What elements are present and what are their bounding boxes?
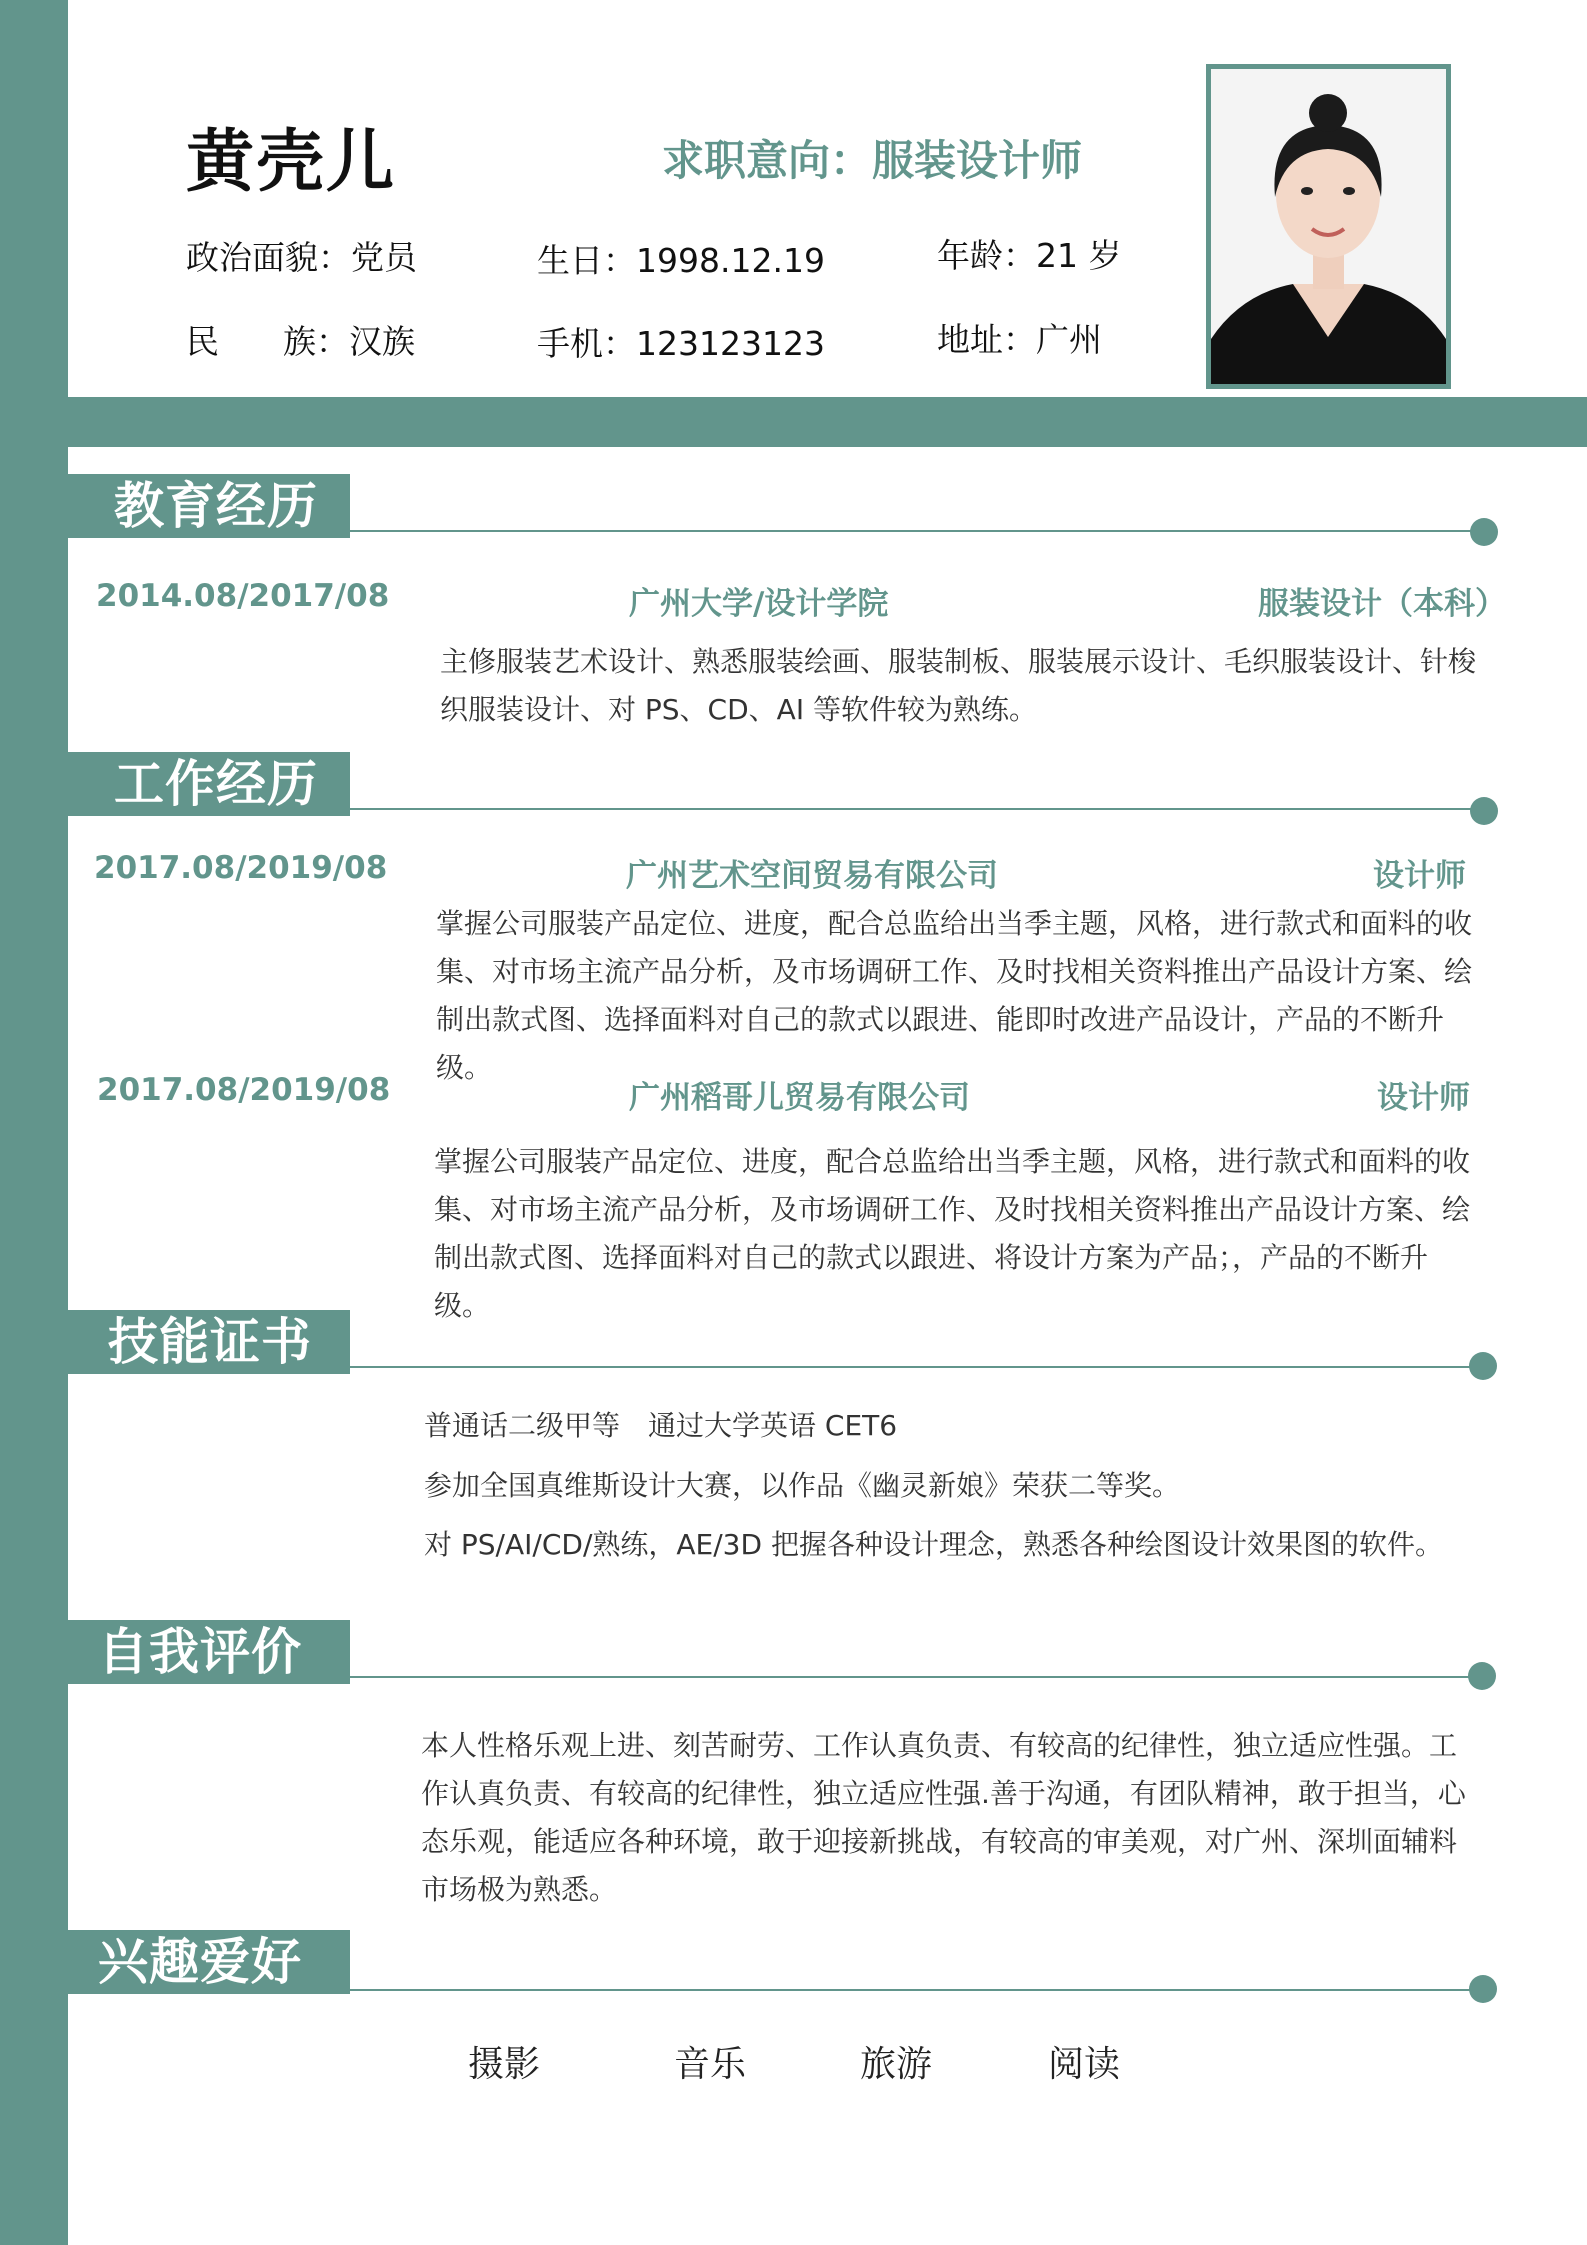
address-field: 地址：广州 (937, 320, 1102, 359)
section-skills-title: 技能证书 (68, 1310, 350, 1374)
work-2-description: 掌握公司服装产品定位、进度，配合总监给出当季主题，风格，进行款式和面料的收集、对市场主流产品分析，及市场调研工作、及时找相关资料推出产品设计方案、绘制出款式图、选择面料对自己的款式以跟进、将设计方案为产品；，产品的不断升级。 (434, 1145, 1471, 1322)
self-dot (1468, 1662, 1496, 1690)
section-self-title: 自我评价 (68, 1620, 350, 1684)
work-1-role: 设计师 (1373, 858, 1466, 894)
work-2-role: 设计师 (1377, 1080, 1470, 1116)
section-work-title: 工作经历 (68, 752, 350, 816)
candidate-name: 黄壳儿 (186, 123, 397, 202)
work-divider (350, 808, 1482, 810)
hobby-travel: 旅游 (860, 2044, 933, 2085)
education-description: 主修服装艺术设计、熟悉服装绘画、服装制板、服装展示设计、毛织服装设计、针梭织服装设计、对 PS、CD、AI 等软件较为熟练。 (440, 645, 1477, 726)
hobby-reading: 阅读 (1048, 2044, 1121, 2085)
phone-field: 手机：123123123 (537, 324, 825, 363)
education-school: 广州大学/设计学院 (629, 586, 889, 622)
hobbies-divider (350, 1989, 1482, 1991)
portrait-image (1211, 69, 1446, 384)
education-date: 2014.08/2017/08 (96, 578, 390, 614)
ethnic-field (186, 316, 415, 363)
left-accent-bar (0, 0, 68, 2245)
header-divider-band (68, 397, 1587, 447)
ethnic-label-a: 民 (186, 322, 219, 361)
section-education-title: 教育经历 (68, 474, 350, 538)
work-2-date: 2017.08/2019/08 (97, 1072, 391, 1108)
skill-item: 对 PS/AI/CD/熟练，AE/3D 把握各种设计理念，熟悉各种绘图设计效果图的软件。 (424, 1528, 1443, 1561)
work-1-date: 2017.08/2019/08 (94, 850, 388, 886)
self-divider (350, 1676, 1482, 1678)
politics-field: 政治面貌：党员 (186, 238, 417, 277)
job-intent: 求职意向：服装设计师 (662, 136, 1083, 185)
work-2-company: 广州稻哥儿贸易有限公司 (629, 1080, 970, 1116)
birthday-field: 生日：1998.12.19 (537, 241, 825, 280)
education-divider (350, 530, 1482, 532)
hobbies-dot (1469, 1975, 1497, 2003)
education-dot (1470, 518, 1498, 546)
section-hobbies-title: 兴趣爱好 (68, 1930, 350, 1994)
work-dot (1470, 797, 1498, 825)
age-field: 年龄：21 岁 (937, 236, 1122, 275)
skill-item: 普通话二级甲等 通过大学英语 CET6 (424, 1409, 898, 1442)
profile-photo (1206, 64, 1451, 389)
work-1-company: 广州艺术空间贸易有限公司 (626, 858, 998, 894)
hobby-photography: 摄影 (468, 2044, 541, 2085)
self-evaluation-text: 本人性格乐观上进、刻苦耐劳、工作认真负责、有较高的纪律性，独立适应性强。工作认真负责、有较高的纪律性，独立适应性强.善于沟通，有团队精神，敢于担当，心态乐观，能适应各种环境，敢于迎接新挑战，有较高的审美观，对广州、深圳面辅料市场极为熟悉。 (421, 1729, 1466, 1906)
ethnic-label-b: 族：汉族 (283, 322, 415, 361)
education-major: 服装设计（本科） (1258, 586, 1506, 622)
skills-dot (1469, 1352, 1497, 1380)
hobby-music: 音乐 (674, 2044, 747, 2085)
skill-item: 参加全国真维斯设计大赛，以作品《幽灵新娘》荣获二等奖。 (424, 1469, 1181, 1502)
work-1-description: 掌握公司服装产品定位、进度，配合总监给出当季主题，风格，进行款式和面料的收集、对市场主流产品分析，及市场调研工作、及时找相关资料推出产品设计方案、绘制出款式图、选择面料对自己的款式以跟进、能即时改进产品设计，产品的不断升级。 (436, 907, 1473, 1084)
skills-divider (350, 1366, 1482, 1368)
